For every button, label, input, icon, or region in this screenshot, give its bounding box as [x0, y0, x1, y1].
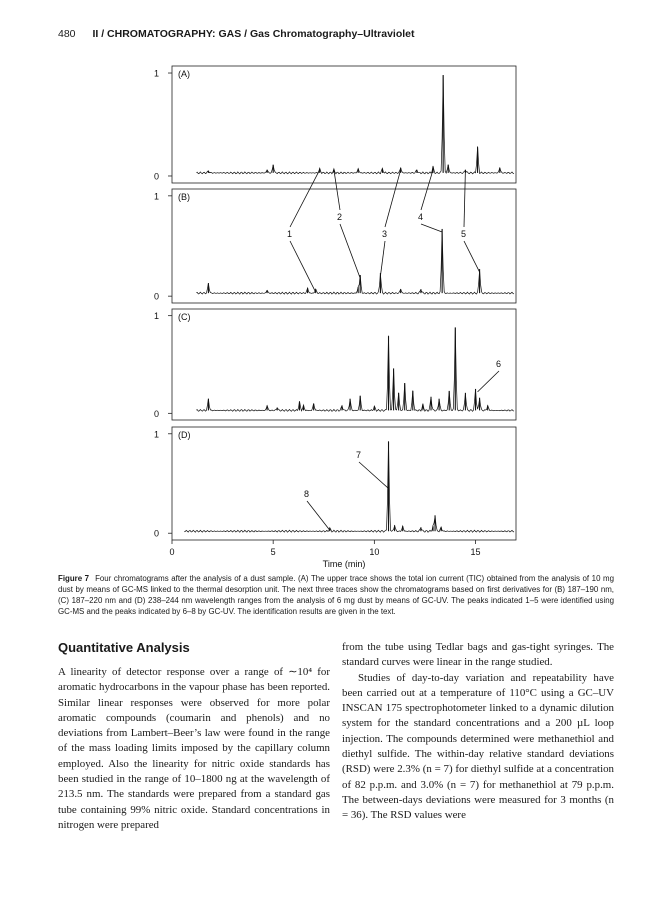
cross-panel-pointer — [290, 170, 320, 227]
figure-label: Figure 7 — [58, 574, 90, 583]
panel-label: (A) — [178, 69, 190, 79]
figure-caption — [58, 573, 614, 617]
annotation-leader — [464, 241, 480, 272]
panel-label: (B) — [178, 192, 190, 202]
panels-layer — [154, 66, 516, 540]
x-tick-label: 0 — [169, 547, 175, 557]
x-axis — [169, 540, 480, 569]
x-axis-label: Time (min) — [322, 559, 366, 569]
cross-panel-pointer — [334, 170, 340, 210]
panel-2 — [154, 189, 516, 303]
annotation-label-2: 2 — [337, 212, 343, 222]
panel-3 — [154, 309, 516, 420]
y-tick-label: 1 — [154, 68, 160, 79]
right-paragraph-2: Studies of day-to-day variation and repeatability have been carried out at a temperature of 110°C using a GC–UV INSCAN 175 spectrophotometer linked to a dynamic dilution system for the standard concentrations and a 200 µL loop injection. The compounds determined were methanethiol and diethyl sulfide. The within-day relative standard deviations (RSD) were 2.3% (n = 7) for diethyl sulfide at a concentration of 82 p.p.m. and 3.0% (n = 7) for methanethiol at 79 p.p.m. The between-days deviations were measured for 3 months (n = 36). The RSD values were — [342, 671, 614, 822]
pointer-layer — [287, 170, 501, 530]
panel-label: (C) — [178, 312, 191, 322]
annotation-label-6: 6 — [496, 359, 502, 369]
trace-line — [196, 75, 514, 174]
left-column — [58, 640, 330, 833]
panel-4 — [154, 427, 516, 540]
left-paragraph: A linearity of detector response over a range of ∼10⁴ for aromatic hydrocarbons in the vapour phase has been reported. Similar linear responses were observed for more polar aromatic compounds (coumarin and phenols) and no deviations from Lambert–Beer’s law were found in the range of the mass loading limits imposed by the capillary column employed. Also the linearity for nitric oxide standards has been studied in the range of 10–1800 ng at the wavelength of 213.5 nm. The standards were prepared from a standard gas tube containing 99% nitric oxide. Standard concentrations in nitrogen were prepared — [58, 666, 330, 831]
x-tick-label: 10 — [369, 547, 380, 557]
y-tick-label: 0 — [154, 291, 160, 302]
right-paragraph-1: from the tube using Tedlar bags and gas-tight syringes. The standard curves were linear in the range studied. — [342, 641, 614, 669]
annotation-label-7: 7 — [356, 450, 362, 460]
cross-panel-pointer — [464, 170, 465, 227]
figure-caption-text: Four chromatograms after the analysis of a dust sample. (A) The upper trace shows the total ion current (TIC) obtained from the analysis of 10 mg dust by means of GC-MS linked to the thermal desorption unit. The next three traces show the chromatograms based on first derivatives for (B) 187–190 nm, (C) 187–220 nm and (D) 238–244 nm wavelength ranges from the analysis of 6 mg dust by means of GC-UV. The peaks indicated 1–5 were identified using GC-MS and the peaks indicated by 6–8 by GC-UV. The identification results are given in the text. — [58, 574, 614, 616]
running-title: II / CHROMATOGRAPHY: GAS / Gas Chromatography–Ultraviolet — [92, 28, 415, 40]
annotation-label-3: 3 — [382, 229, 388, 239]
trace-line — [196, 328, 514, 412]
section-heading: Quantitative Analysis — [58, 640, 190, 655]
annotation-leader — [380, 241, 385, 276]
y-tick-label: 0 — [154, 408, 160, 419]
x-tick-label: 15 — [470, 547, 481, 557]
y-tick-label: 0 — [154, 171, 160, 182]
annotation-leader — [359, 462, 389, 488]
annotation-leader — [340, 224, 360, 278]
annotation-label-1: 1 — [287, 229, 293, 239]
y-tick-label: 0 — [154, 528, 160, 539]
annotation-label-8: 8 — [304, 489, 310, 499]
annotation-label-4: 4 — [418, 212, 424, 222]
annotation-leader — [421, 224, 442, 232]
panel-frame — [172, 66, 516, 183]
trace-line — [196, 230, 514, 295]
cross-panel-pointer — [421, 170, 433, 210]
annotation-leader — [478, 371, 499, 392]
right-column — [342, 640, 614, 824]
panel-frame — [172, 427, 516, 540]
panel-1 — [154, 66, 516, 183]
y-tick-label: 1 — [154, 429, 160, 440]
cross-panel-pointer — [385, 170, 401, 227]
annotation-leader — [290, 241, 316, 292]
annotation-leader — [307, 501, 330, 530]
trace-line — [184, 441, 514, 532]
annotation-label-5: 5 — [461, 229, 467, 239]
page-number: 480 — [58, 28, 76, 40]
y-tick-label: 1 — [154, 311, 160, 322]
x-tick-label: 5 — [270, 547, 276, 557]
y-tick-label: 1 — [154, 191, 160, 202]
panel-label: (D) — [178, 430, 191, 440]
